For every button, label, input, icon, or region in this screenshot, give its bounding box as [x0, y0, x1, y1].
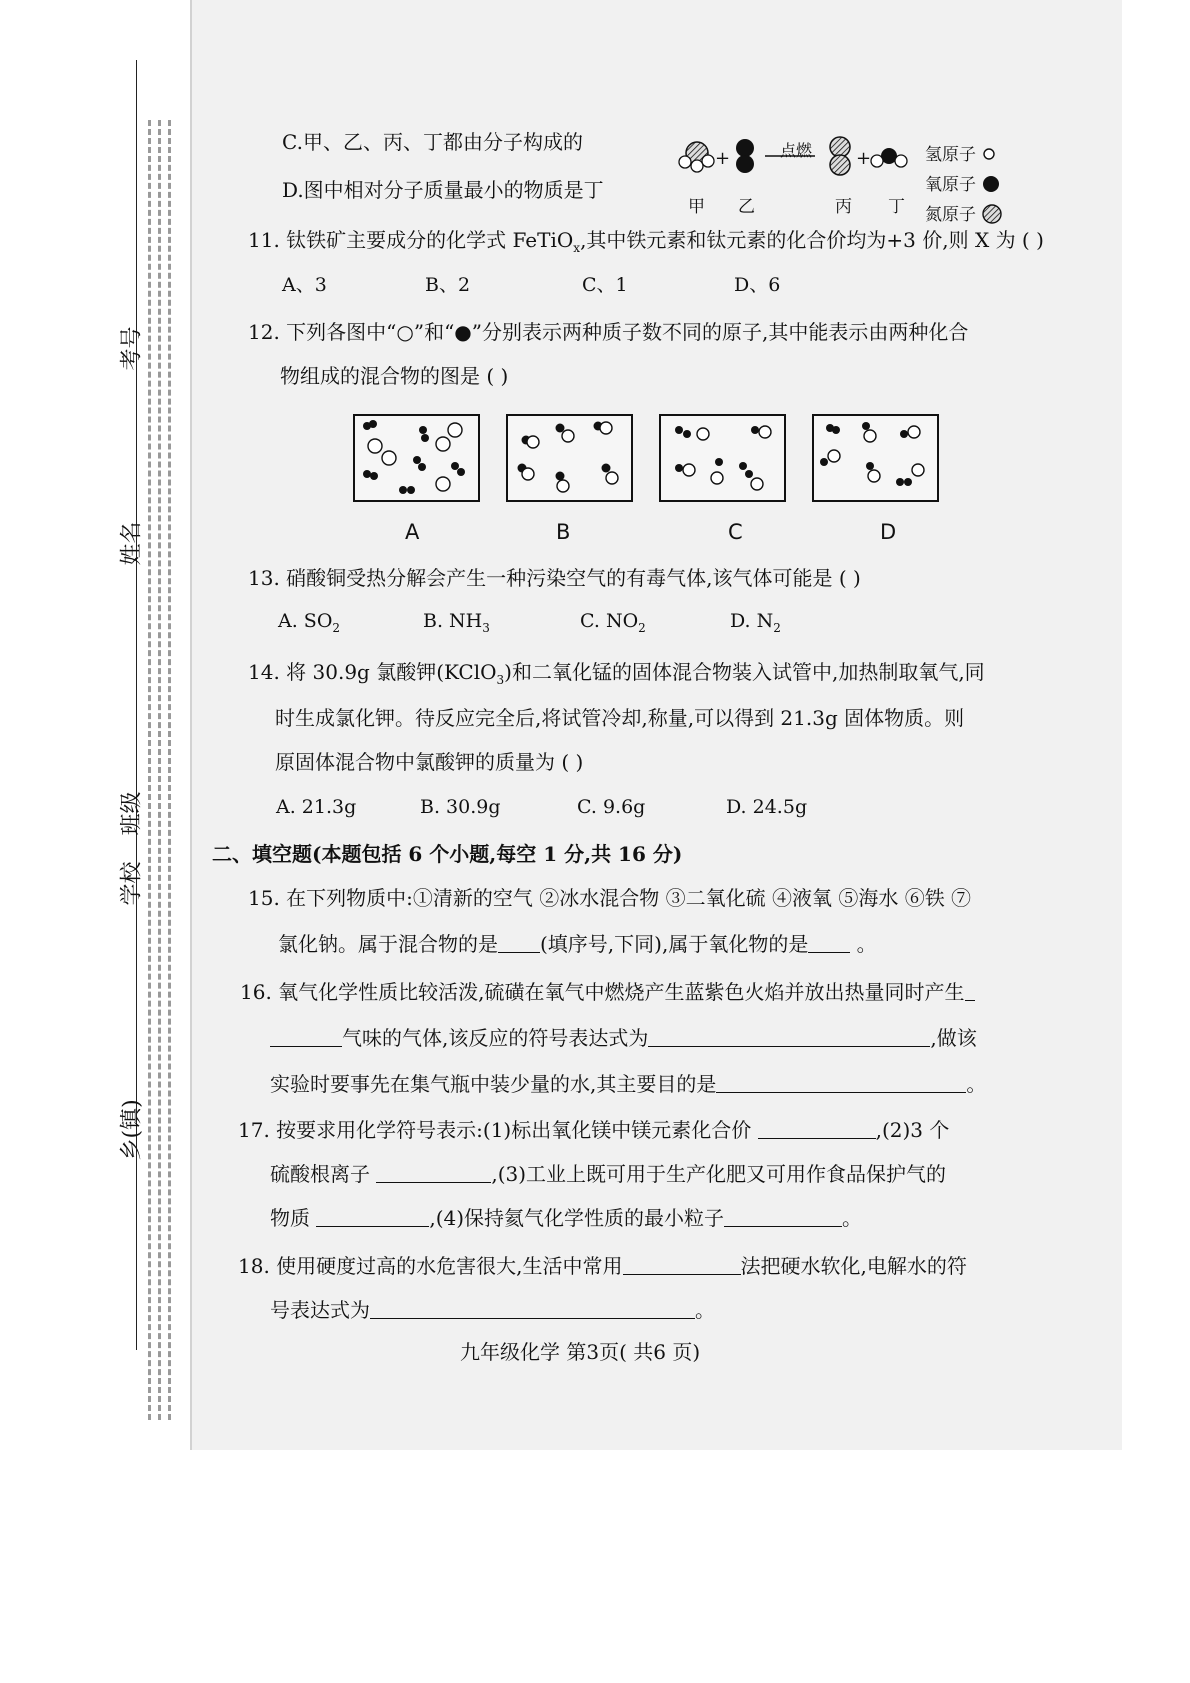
- q13-option-a-sub: 2: [332, 620, 341, 635]
- svg-text:+: +: [856, 148, 872, 169]
- exam-number-label: 考号: [119, 326, 145, 371]
- q11-option-c: C、1: [582, 274, 628, 296]
- particle-diagram-a-icon: [355, 416, 478, 500]
- q18-text-2a: 号表达式为: [270, 1298, 370, 1322]
- legend-hydrogen-label: 氢原子: [925, 145, 976, 165]
- school-label: 学校: [119, 861, 145, 906]
- q17-text-2b: ,(3)工业上既可用于生产化肥又可用作食品保护气的: [491, 1162, 947, 1186]
- q11-subscript: x: [573, 241, 581, 255]
- q14-option-b: B. 30.9g: [420, 796, 501, 818]
- q13-option-c: [580, 610, 646, 635]
- molecule-bing-icon: [830, 137, 850, 175]
- q14-option-a: A. 21.3g: [276, 796, 357, 818]
- binding-margin: [0, 0, 190, 1450]
- q14-option-d: D. 24.5g: [726, 796, 808, 818]
- q17-text-1b: ,(2)3 个: [875, 1118, 950, 1142]
- q15-line-1: 15. 在下列物质中:①清新的空气 ②冰水混合物 ③二氧化硫 ④液氧 ⑤海水 ⑥铁 ⑦: [248, 886, 972, 910]
- q15-line-2: [278, 930, 877, 958]
- box-label-a: A: [405, 520, 420, 544]
- q17-text-3c: 。: [842, 1206, 863, 1230]
- q13-option-d-text: D. N: [730, 610, 774, 632]
- q16-blank-1b[interactable]: [270, 1028, 342, 1047]
- q17-text-2a: 硫酸根离子: [270, 1162, 370, 1186]
- legend-hydrogen: [925, 140, 997, 165]
- q13-option-b-sub: 3: [482, 620, 490, 635]
- q11-option-b: B、2: [425, 274, 471, 296]
- q17-text-1a: 17. 按要求用化学符号表示:(1)标出氧化镁中镁元素化合价: [238, 1118, 752, 1142]
- svg-text:+: +: [715, 148, 731, 169]
- q18-text-1b: 法把硬水软化,电解水的符: [740, 1254, 967, 1278]
- q18-line-2: [270, 1296, 715, 1324]
- q16-blank-3[interactable]: [716, 1074, 966, 1093]
- q11-option-a: A、3: [282, 274, 327, 296]
- q17-blank-2[interactable]: [376, 1164, 491, 1183]
- q16-text-1: 16. 氧气化学性质比较活泼,硫磺在氧气中燃烧产生蓝紫色火焰并放出热量同时产生: [240, 980, 965, 1004]
- q13-option-d: [730, 610, 781, 635]
- box-label-b: B: [556, 520, 571, 544]
- q16-line-1: [240, 978, 975, 1006]
- particle-diagram-c-icon: [661, 416, 784, 500]
- q17-blank-3[interactable]: [316, 1208, 429, 1227]
- dashed-line: [168, 120, 171, 1420]
- particle-box-a: [353, 414, 480, 502]
- particle-box-d: [812, 414, 939, 502]
- q13-stem: 13. 硝酸铜受热分解会产生一种污染空气的有毒气体,该气体可能是 ( ): [248, 566, 861, 590]
- q18-text-2b: 。: [695, 1298, 715, 1322]
- particle-box-c: [659, 414, 786, 502]
- dashed-line: [148, 120, 151, 1420]
- q13-option-b-text: B. NH: [423, 610, 483, 632]
- q17-line-2: [270, 1160, 946, 1188]
- legend-oxygen-label: 氧原子: [925, 175, 976, 195]
- q14-subscript: 3: [496, 673, 505, 687]
- q14-line-2: 时生成氯化钾。待反应完全后,将试管冷却,称量,可以得到 21.3g 固体物质。则: [275, 706, 965, 730]
- class-label: 班级: [119, 791, 145, 836]
- page-footer: 九年级化学 第3页( 共6 页): [460, 1340, 701, 1364]
- q16-text-3b: 。: [966, 1072, 987, 1096]
- molecule-jia-icon: [679, 142, 714, 172]
- q15-text-b: (填序号,下同),属于氧化物的是: [540, 932, 809, 956]
- q13-option-a: [278, 610, 340, 635]
- box-label-d: D: [880, 520, 897, 544]
- box-label-c: C: [728, 520, 743, 544]
- q11-stem-text: 11. 钛铁矿主要成分的化学式 FeTiO: [248, 228, 574, 252]
- q16-blank-1a[interactable]: [965, 982, 975, 1001]
- legend-nitrogen-label: 氮原子: [925, 205, 976, 225]
- q14-line-1-text-2: )和二氧化锰的固体混合物装入试管中,加热制取氧气,同: [504, 660, 985, 684]
- q16-line-2: [270, 1024, 977, 1052]
- q17-line-3: [270, 1204, 862, 1232]
- q14-line-1: [248, 658, 985, 694]
- q11-option-d: D、6: [734, 274, 781, 296]
- q15-blank-2[interactable]: [808, 934, 850, 953]
- q12-line-2: 物组成的混合物的图是 ( ): [280, 364, 509, 388]
- q13-option-b: [423, 610, 490, 635]
- molecule-label-yi: 乙: [738, 197, 755, 217]
- q15-text-a: 氯化钠。属于混合物的是: [278, 932, 498, 956]
- township-label: 乡(镇): [119, 1099, 145, 1161]
- q18-text-1a: 18. 使用硬度过高的水危害很大,生活中常用: [238, 1254, 623, 1278]
- legend-nitrogen: [925, 200, 1003, 225]
- particle-diagram-d-icon: [814, 416, 937, 500]
- q13-option-a-text: A. SO: [278, 610, 333, 632]
- q16-text-2b: ,做该: [930, 1026, 977, 1050]
- q17-text-3b: ,(4)保持氦气化学性质的最小粒子: [429, 1206, 725, 1230]
- q18-line-1: [238, 1252, 967, 1280]
- legend-oxygen: [925, 170, 1001, 195]
- q14-option-c: C. 9.6g: [577, 796, 646, 818]
- reaction-condition: 点燃: [780, 141, 813, 160]
- q11-stem: [248, 226, 1044, 262]
- section-2-heading: 二、填空题(本题包括 6 个小题,每空 1 分,共 16 分): [212, 842, 683, 866]
- molecule-label-ding: 丁: [888, 197, 905, 217]
- q16-text-2a: 气味的气体,该反应的符号表达式为: [342, 1026, 649, 1050]
- q10-option-d: D.图中相对分子质量最小的物质是丁: [282, 178, 604, 202]
- q15-blank-1[interactable]: [498, 934, 540, 953]
- q10-option-c: C.甲、乙、丙、丁都由分子构成的: [282, 130, 583, 154]
- q16-blank-2[interactable]: [648, 1028, 930, 1047]
- particle-box-b: [506, 414, 633, 502]
- q18-blank-1[interactable]: [623, 1256, 741, 1275]
- hydrogen-atom-icon: [981, 146, 997, 162]
- q15-text-c: 。: [850, 932, 877, 956]
- q17-text-3a: 物质: [270, 1206, 310, 1230]
- name-label: 姓名: [119, 521, 145, 566]
- nitrogen-atom-icon: [981, 203, 1003, 225]
- molecule-label-jia: 甲: [688, 197, 705, 217]
- molecule-label-bing: 丙: [835, 197, 852, 217]
- q14-line-3: 原固体混合物中氯酸钾的质量为 ( ): [275, 750, 584, 774]
- q17-line-1: [238, 1116, 949, 1144]
- q13-option-c-text: C. NO: [580, 610, 639, 632]
- q18-blank-2[interactable]: [370, 1300, 695, 1319]
- oxygen-atom-icon: [981, 174, 1001, 194]
- q13-option-c-sub: 2: [638, 620, 646, 635]
- q11-stem-text-2: ,其中铁元素和钛元素的化合价均为+3 价,则 X 为 ( ): [580, 228, 1044, 252]
- molecule-ding-icon: [871, 148, 907, 167]
- q16-text-3a: 实验时要事先在集气瓶中装少量的水,其主要目的是: [270, 1072, 717, 1096]
- q14-line-1-text: 14. 将 30.9g 氯酸钾(KClO: [248, 660, 497, 684]
- molecule-yi-icon: [736, 139, 754, 173]
- dashed-line: [158, 120, 161, 1420]
- q16-line-3: [270, 1070, 986, 1098]
- particle-diagram-b-icon: [508, 416, 631, 500]
- q12-line-1: 12. 下列各图中“○”和“●”分别表示两种质子数不同的原子,其中能表示由两种化合: [248, 320, 969, 344]
- q13-option-d-sub: 2: [773, 620, 781, 635]
- q17-blank-4[interactable]: [724, 1208, 842, 1227]
- q17-blank-1[interactable]: [758, 1120, 876, 1139]
